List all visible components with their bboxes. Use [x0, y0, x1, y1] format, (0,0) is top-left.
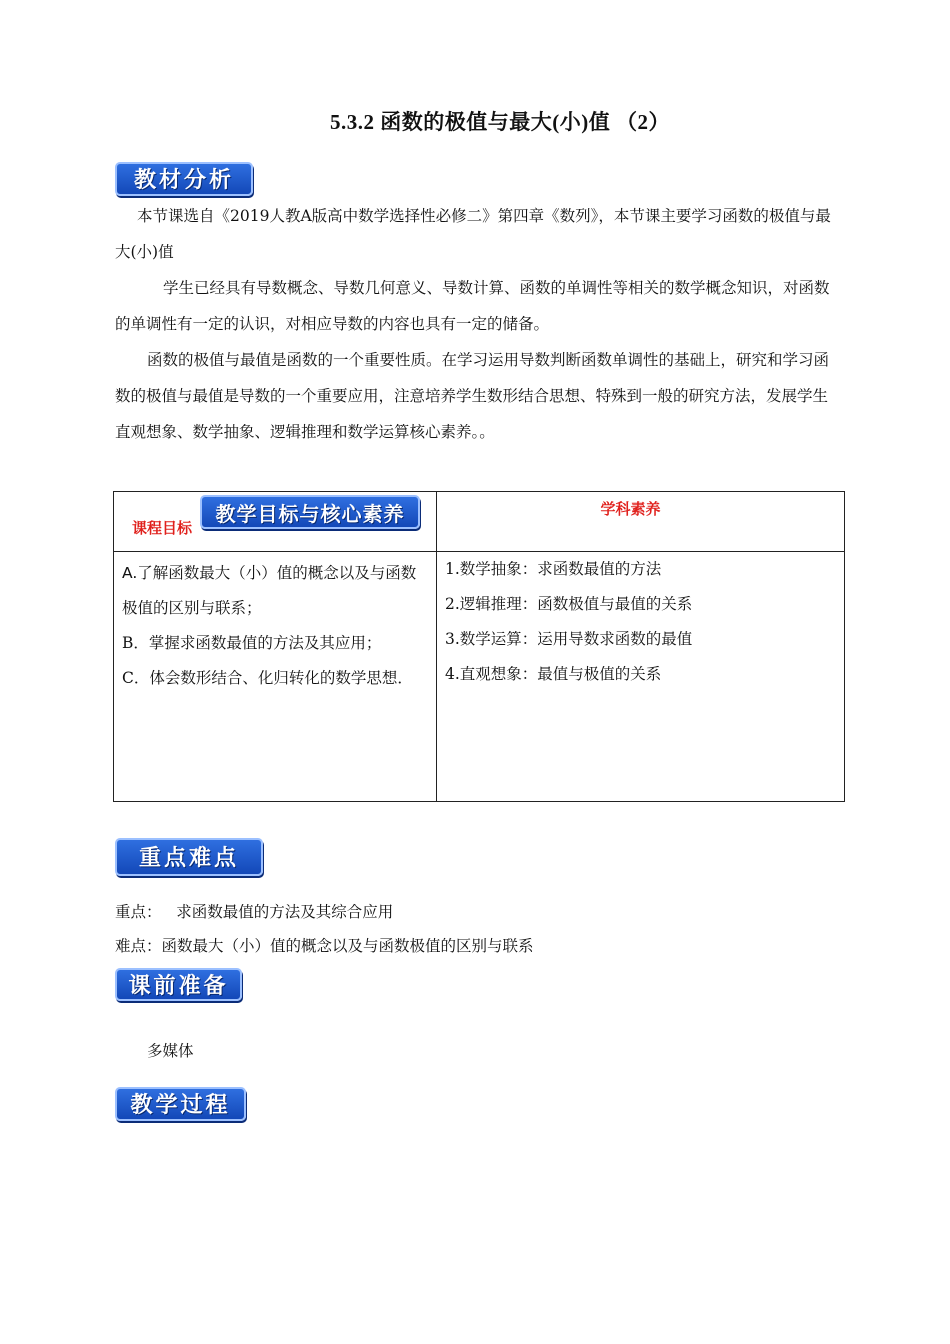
- literacy-item: 4.直观想象：最值与极值的关系: [445, 665, 662, 683]
- literacy-item: 1.数学抽象：求函数最值的方法: [445, 560, 662, 578]
- literacy-cell: [437, 552, 845, 802]
- course-goal-item: C．体会数形结合、化归转化的数学思想．: [122, 669, 413, 687]
- section-badge-goals: 教学目标与核心素养: [200, 495, 420, 529]
- analysis-paragraph: 本节课选自《2019人教A版高中数学选择性必修二》第四章《数列》，本节课主要学习函数的极值与最大(小)值: [115, 207, 831, 261]
- goals-header-right: [437, 492, 845, 552]
- page-title: 5.3.2 函数的极值与最大(小)值 （2）: [330, 110, 670, 134]
- course-goal-item: B．掌握求函数最值的方法及其应用；: [122, 634, 382, 652]
- analysis-text: [115, 198, 840, 450]
- course-goals-label: 课程目标: [132, 519, 193, 537]
- course-goal-item: A.了解函数最大（小）值的概念以及与函数极值的区别与联系；: [122, 564, 417, 617]
- literacy-label: 学科素养: [600, 500, 661, 518]
- difficulty-point: 难点：函数最大（小）值的概念以及与函数极值的区别与联系: [115, 937, 534, 955]
- literacy-item: 3.数学运算：运用导数求函数的最值: [445, 630, 693, 648]
- section-badge-keypoints: 重点难点: [115, 838, 263, 876]
- course-goals-cell: [114, 552, 437, 802]
- goals-table: [113, 491, 845, 802]
- literacy-item: 2.逻辑推理：函数极值与最值的关系: [445, 595, 693, 613]
- section-badge-process: 教学过程: [115, 1087, 246, 1121]
- analysis-paragraph: 函数的极值与最值是函数的一个重要性质。在学习运用导数判断函数单调性的基础上，研究和学习函数的极值与最值是导数的一个重要应用，注意培养学生数形结合思想、特殊到一般的研究方法，发展学生直观想象、数学抽象、逻辑推理和数学运算核心素养。。: [115, 351, 830, 441]
- section-badge-analysis: 教材分析: [115, 162, 253, 196]
- section-badge-preparation: 课前准备: [115, 968, 242, 1001]
- key-point: 重点： 求函数最值的方法及其综合应用: [115, 903, 394, 921]
- preparation-text: 多媒体: [147, 1042, 194, 1060]
- analysis-paragraph: 学生已经具有导数概念、导数几何意义、导数计算、函数的单调性等相关的数学概念知识，对函数的单调性有一定的认识，对相应导数的内容也具有一定的储备。: [115, 279, 830, 333]
